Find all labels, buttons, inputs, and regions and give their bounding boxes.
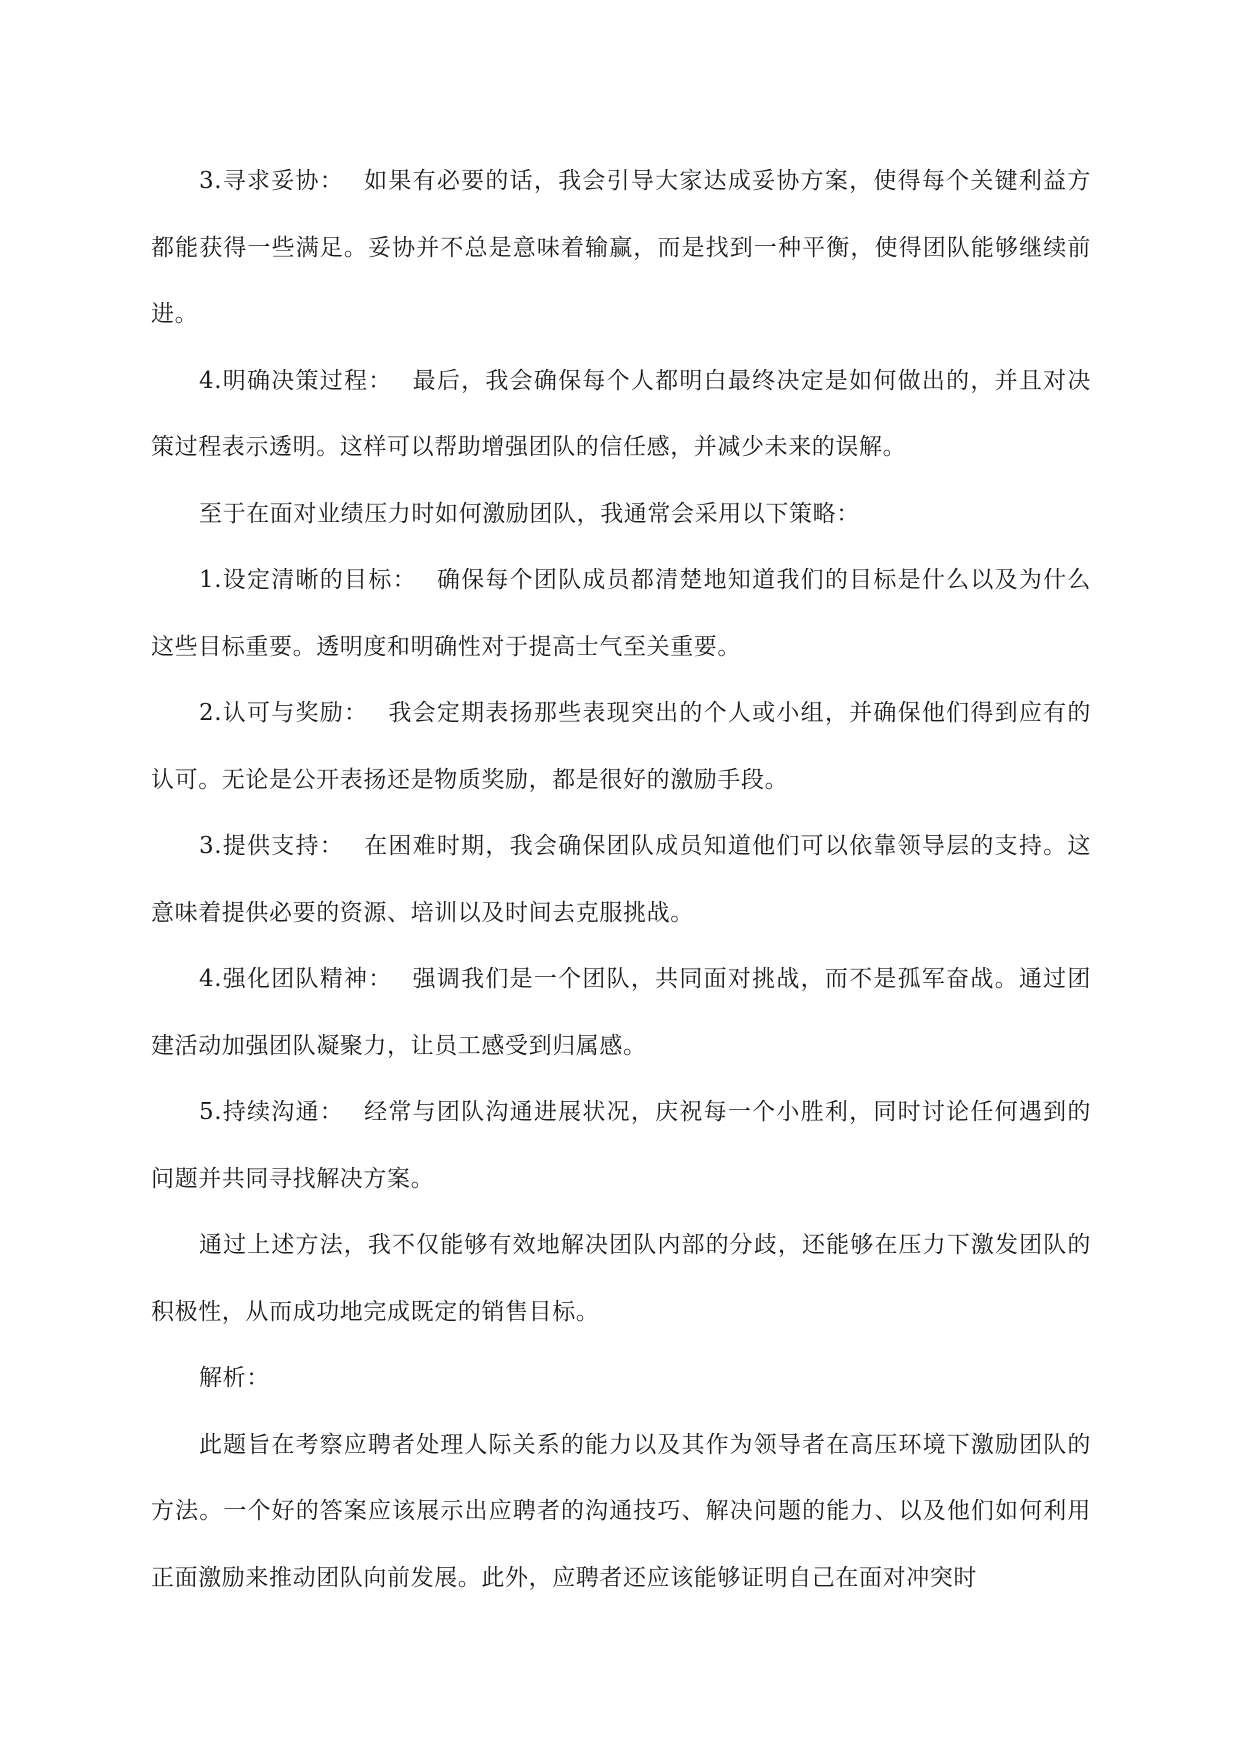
paragraph-clear-goals — [151, 547, 1091, 680]
paragraph-lead: 1.设定清晰的目标： — [199, 567, 417, 593]
paragraph-decision-process — [151, 348, 1091, 481]
paragraph-conclusion — [151, 1212, 1091, 1345]
paragraph-text: 通过上述方法，我不仅能够有效地解决团队内部的分歧，还能够在压力下激发团队的积极性，从而成功地完成既定的销售目标。 — [151, 1232, 1091, 1325]
paragraph-text: 至于在面对业绩压力时如何激励团队，我通常会采用以下策略： — [199, 500, 860, 527]
paragraph-recognition — [151, 680, 1091, 813]
paragraph-lead: 2.认可与奖励： — [199, 700, 369, 726]
paragraph-analysis — [151, 1412, 1091, 1612]
paragraph-text: 在困难时期，我会确保团队成员知道他们可以依靠领导层的支持。这意味着提供必要的资源、培训以及时间去克服挑战。 — [151, 833, 1091, 926]
paragraph-motivation-intro — [151, 481, 1091, 548]
paragraph-text: 最后，我会确保每个人都明白最终决定是如何做出的，并且对决策过程表示透明。这样可以帮助增强团队的信任感，并减少未来的误解。 — [151, 367, 1091, 460]
paragraph-lead: 3.提供支持： — [199, 833, 345, 859]
paragraph-text: 强调我们是一个团队，共同面对挑战，而不是孤军奋战。通过团建活动加强团队凝聚力，让员工感受到归属感。 — [151, 966, 1091, 1059]
paragraph-text: 解析： — [199, 1365, 270, 1391]
paragraph-team-spirit — [151, 946, 1091, 1079]
document-body — [151, 148, 1091, 1611]
paragraph-lead: 5.持续沟通： — [199, 1099, 345, 1125]
paragraph-compromise — [151, 148, 1091, 348]
paragraph-text: 此题旨在考察应聘者处理人际关系的能力以及其作为领导者在高压环境下激励团队的方法。一个好的答案应该展示出应聘者的沟通技巧、解决问题的能力、以及他们如何利用正面激励来推动团队向前发展。此外，应聘者还应该能够证明自己在面对冲突时 — [151, 1431, 1091, 1591]
paragraph-text: 我会定期表扬那些表现突出的个人或小组，并确保他们得到应有的认可。无论是公开表扬还是物质奖励，都是很好的激励手段。 — [151, 700, 1092, 793]
paragraph-lead: 4.明确决策过程： — [199, 367, 393, 394]
paragraph-text: 经常与团队沟通进展状况，庆祝每一个小胜利，同时讨论任何遇到的问题并共同寻找解决方案。 — [151, 1099, 1091, 1192]
paragraph-text: 如果有必要的话，我会引导大家达成妥协方案，使得每个关键利益方都能获得一些满足。妥协并不总是意味着输赢，而是找到一种平衡，使得团队能够继续前进。 — [151, 168, 1091, 327]
paragraph-lead: 4.强化团队精神： — [199, 966, 393, 992]
paragraph-communication — [151, 1079, 1091, 1212]
paragraph-lead: 3.寻求妥协： — [199, 168, 345, 194]
paragraph-analysis-heading — [151, 1345, 1091, 1412]
paragraph-support — [151, 813, 1091, 946]
paragraph-text: 确保每个团队成员都清楚地知道我们的目标是什么以及为什么这些目标重要。透明度和明确性对于提高士气至关重要。 — [151, 567, 1091, 660]
